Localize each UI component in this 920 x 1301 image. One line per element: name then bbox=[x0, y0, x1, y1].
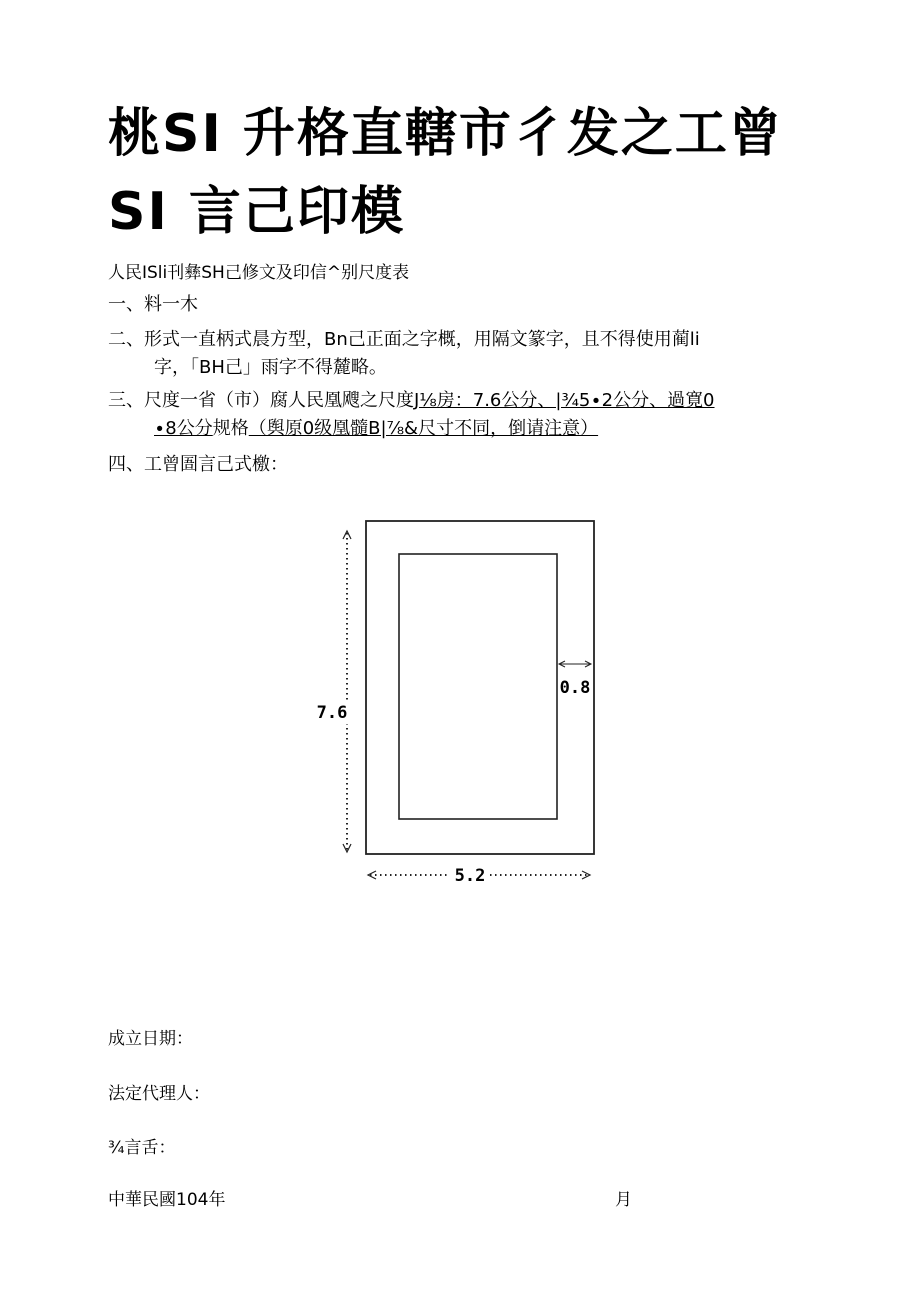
item-size-underlined-3: （舆原0级凰髓B|⅞&尺寸不同，倒请注意） bbox=[248, 418, 599, 439]
width-dimension bbox=[368, 863, 590, 887]
height-label: 7.6 bbox=[316, 703, 348, 723]
item-size-prefix: 三、尺度一省（市）腐人民凰飕之尺度 bbox=[108, 390, 414, 411]
border-dimension bbox=[559, 661, 591, 698]
item-size-mid: 规格 bbox=[212, 418, 249, 439]
doc-subtitle: 人民ISli刊彝SH己修文及印信^别尺度表 bbox=[108, 263, 410, 283]
item-size-underlined-2: ∙8公分 bbox=[154, 418, 213, 439]
border-label: 0.8 bbox=[559, 678, 591, 698]
doc-title-line1: 桃SI 升格直轄市彳发之工曾 bbox=[108, 104, 783, 164]
item-seal-style: 四、工曾圄言己式檄： bbox=[108, 454, 288, 475]
date-line: 中華民國104年 bbox=[108, 1190, 226, 1210]
month-label: 月 bbox=[615, 1190, 632, 1210]
address-label: ¾言舌： bbox=[108, 1138, 176, 1158]
seal-diagram bbox=[300, 505, 620, 895]
doc-title-line2: SI 言己印模 bbox=[108, 182, 405, 242]
seal-inner-frame bbox=[399, 554, 557, 819]
item-format-line2: 字，「BH己」雨字不得麓略。 bbox=[154, 357, 387, 378]
item-size-underlined-1: J⅛房：7.6公分、|¾5∙2公分、過寛0 bbox=[414, 390, 715, 411]
item-size-line2 bbox=[154, 414, 598, 440]
legal-representative-label: 法定代理人： bbox=[108, 1084, 210, 1104]
width-label: 5.2 bbox=[454, 866, 486, 886]
item-material: 一、料一木 bbox=[108, 294, 198, 315]
item-size-line1 bbox=[108, 386, 715, 412]
height-dimension bbox=[312, 531, 352, 852]
founding-date-label: 成立日期： bbox=[108, 1029, 193, 1049]
item-format-line1: 二、形式一直柄式晨方型，Bn己正面之字概，用隔文篆字，且不得使用蔺li bbox=[108, 329, 700, 350]
